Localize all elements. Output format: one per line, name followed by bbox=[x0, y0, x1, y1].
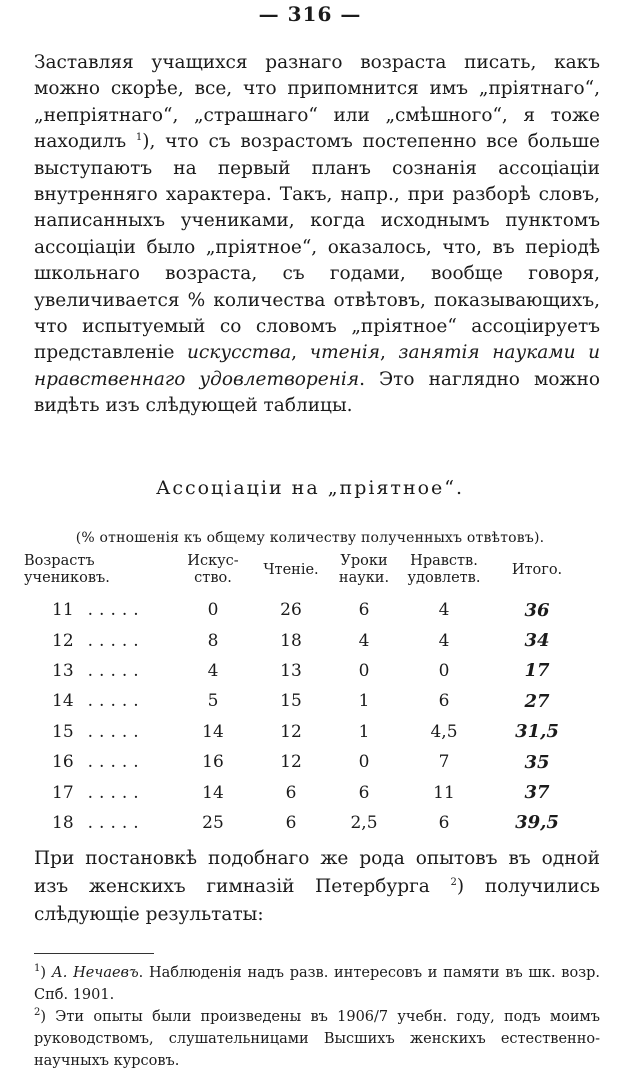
table-row bbox=[24, 625, 584, 655]
footnote-1: $^1$) А. Нечаевъ. Наблюденія надъ разв. интересовъ и памяти въ шк. возр. Спб. 1901. bbox=[34, 963, 600, 1003]
cell-reading: 18 bbox=[280, 630, 302, 651]
separator-2: , bbox=[379, 342, 399, 364]
cell-art: 0 bbox=[207, 600, 219, 621]
associations-table bbox=[24, 553, 584, 838]
cell-art: 8 bbox=[207, 630, 219, 651]
cell-lessons: 0 bbox=[358, 660, 370, 681]
leader-dots: ..... bbox=[87, 812, 145, 833]
cell-age bbox=[24, 777, 174, 807]
age-value: 14 bbox=[52, 691, 74, 712]
cell-lessons: 6 bbox=[358, 782, 370, 803]
footnote-mark-2: 2 bbox=[34, 1007, 41, 1019]
header-art-line-2: ство. bbox=[194, 570, 232, 586]
paragraph-1-part-3: . Это наглядно можно видѣть изъ слѣдующей таблицы. bbox=[34, 368, 600, 417]
footnote-1-author: А. Нечаевъ bbox=[51, 965, 139, 981]
header-age bbox=[24, 553, 174, 595]
italic-term-science-moral: занятія науками и нравственнаго удовлетворенія bbox=[34, 342, 600, 390]
cell-age bbox=[24, 808, 174, 838]
paragraph-2-text bbox=[34, 845, 600, 929]
table-row bbox=[24, 656, 584, 686]
cell-total: 36 bbox=[524, 599, 550, 621]
cell-moral: 4,5 bbox=[430, 721, 458, 742]
age-value: 13 bbox=[52, 660, 74, 681]
age-value: 12 bbox=[52, 630, 74, 651]
cell-reading: 15 bbox=[280, 691, 302, 712]
header-total-line-1: Итого. bbox=[511, 561, 563, 578]
cell-age bbox=[24, 717, 174, 747]
leader-dots: ..... bbox=[87, 630, 145, 651]
age-value: 11 bbox=[52, 600, 74, 621]
header-moral-line-1: Нравств. bbox=[410, 553, 478, 569]
footnote-divider bbox=[34, 953, 154, 954]
cell-reading: 12 bbox=[280, 752, 302, 773]
cell-moral: 6 bbox=[438, 812, 450, 833]
cell-age bbox=[24, 747, 174, 777]
cell-age bbox=[24, 656, 174, 686]
cell-lessons: 1 bbox=[358, 721, 370, 742]
header-age-line-1: Возрастъ bbox=[24, 553, 95, 569]
table-row bbox=[24, 808, 584, 838]
italic-term-reading: чтенія bbox=[309, 342, 380, 364]
header-reading bbox=[252, 553, 330, 595]
leader-dots: ..... bbox=[87, 752, 145, 773]
cell-total: 34 bbox=[524, 630, 550, 652]
cell-total: 37 bbox=[524, 782, 550, 804]
header-moral bbox=[398, 553, 490, 595]
table-row bbox=[24, 686, 584, 716]
cell-lessons: 4 bbox=[358, 630, 370, 651]
header-reading-line-1: Чтеніе. bbox=[263, 561, 319, 578]
leader-dots: ..... bbox=[87, 721, 145, 742]
cell-age bbox=[24, 595, 174, 625]
leader-dots: ..... bbox=[87, 691, 145, 712]
leader-dots: ..... bbox=[87, 600, 145, 621]
cell-moral: 6 bbox=[438, 691, 450, 712]
body-paragraph-1 bbox=[34, 50, 600, 420]
table-subtitle: (% отношенія къ общему количеству полученныхъ отвѣтовъ). bbox=[75, 530, 545, 546]
paragraph-2-part-1: При постановкѣ подобнаго же рода опытовъ въ одной изъ женскихъ гимназій Петербурга bbox=[34, 848, 600, 897]
paragraph-1-part-2: ), что съ возрастомъ постепенно все больше выступаютъ на первый планъ сознанія ассоціаціи внутренняго характера. Такъ, напр., при разборѣ словъ, написанныхъ учениками, когда исходнымъ пунктомъ ассоціаціи было „пріятное“, оказалось, что, въ періодѣ школьнаго возраста, съ годами, вообще говоря, увеличивается % количества отвѣтовъ, показывающихъ, что испытуемый со словомъ „пріятное“ ассоціируетъ представленіе bbox=[34, 131, 601, 364]
age-value: 17 bbox=[52, 782, 74, 803]
cell-age bbox=[24, 686, 174, 716]
paragraph-1-text bbox=[34, 50, 600, 420]
leader-dots: ..... bbox=[87, 660, 145, 681]
table-row bbox=[24, 595, 584, 625]
cell-lessons: 2,5 bbox=[350, 812, 378, 833]
footnote-2: $^2$) Эти опыты были произведены въ 1906/7 учебн. году, подъ моимъ руководствомъ, слушательницами Высшихъ женскихъ естественно-научныхъ курсовъ. bbox=[34, 1007, 600, 1069]
cell-total: 17 bbox=[524, 660, 550, 682]
footnote-mark-1: 1 bbox=[34, 963, 41, 975]
italic-term-art: искусства bbox=[187, 342, 292, 364]
cell-reading: 13 bbox=[280, 660, 302, 681]
cell-total: 39,5 bbox=[515, 812, 559, 834]
cell-lessons: 6 bbox=[358, 600, 370, 621]
cell-age bbox=[24, 625, 174, 655]
cell-art: 14 bbox=[202, 782, 224, 803]
age-value: 16 bbox=[52, 752, 74, 773]
cell-moral: 0 bbox=[438, 660, 450, 681]
cell-lessons: 1 bbox=[358, 691, 370, 712]
body-paragraph-2 bbox=[34, 845, 600, 929]
cell-reading: 26 bbox=[280, 600, 302, 621]
table-row bbox=[24, 777, 584, 807]
cell-total: 27 bbox=[524, 690, 550, 712]
cell-art: 5 bbox=[207, 691, 219, 712]
cell-moral: 7 bbox=[438, 752, 450, 773]
cell-art: 16 bbox=[202, 752, 224, 773]
cell-art: 4 bbox=[207, 660, 219, 681]
header-lessons bbox=[330, 553, 398, 595]
table-row bbox=[24, 747, 584, 777]
table-header-row bbox=[24, 553, 584, 595]
cell-total: 35 bbox=[524, 751, 550, 773]
header-art-line-1: Искус- bbox=[187, 553, 239, 569]
page-number: — 316 — bbox=[258, 2, 362, 26]
cell-moral: 11 bbox=[433, 782, 455, 803]
age-value: 15 bbox=[52, 721, 74, 742]
header-lessons-line-1: Уроки bbox=[340, 553, 388, 569]
cell-reading: 6 bbox=[285, 812, 297, 833]
cell-total: 31,5 bbox=[515, 721, 559, 743]
header-lessons-line-2: науки. bbox=[338, 570, 390, 586]
cell-reading: 6 bbox=[285, 782, 297, 803]
paragraph-1-part-1: Заставляя учащихся разнаго возраста писать, какъ можно скорѣе, все, что припомнится имъ „пріятнаго“, „непріятнаго“, „страшнаго“ или „смѣшного“, я тоже находилъ bbox=[34, 52, 600, 153]
footnote-2-text: Эти опыты были произведены въ 1906/7 учебн. году, подъ моимъ руководствомъ, слушательницами Высшихъ женскихъ естественно-научныхъ курсовъ. bbox=[34, 1009, 600, 1069]
cell-art: 25 bbox=[202, 812, 224, 833]
cell-reading: 12 bbox=[280, 721, 302, 742]
cell-lessons: 0 bbox=[358, 752, 370, 773]
footnote-ref-1: 1 bbox=[135, 132, 143, 144]
table-title: Ассоціаціи на „пріятное“. bbox=[155, 477, 465, 499]
table-body bbox=[24, 595, 584, 838]
header-art bbox=[174, 553, 252, 595]
header-total bbox=[490, 553, 584, 595]
footnotes bbox=[34, 962, 600, 1072]
cell-moral: 4 bbox=[438, 630, 450, 651]
leader-dots: ..... bbox=[87, 782, 145, 803]
header-age-line-2: учениковъ. bbox=[24, 570, 110, 586]
footnote-ref-2: 2 bbox=[450, 876, 457, 888]
cell-art: 14 bbox=[202, 721, 224, 742]
cell-moral: 4 bbox=[438, 600, 450, 621]
footnote-1-text: . Наблюденія надъ разв. интересовъ и памяти въ шк. возр. Спб. 1901. bbox=[34, 965, 600, 1003]
separator-1: , bbox=[291, 342, 310, 364]
paragraph-2-part-2: ) получились слѣдующіе результаты: bbox=[34, 876, 600, 925]
table-row bbox=[24, 717, 584, 747]
header-moral-line-2: удовлетв. bbox=[407, 570, 481, 586]
age-value: 18 bbox=[52, 812, 74, 833]
